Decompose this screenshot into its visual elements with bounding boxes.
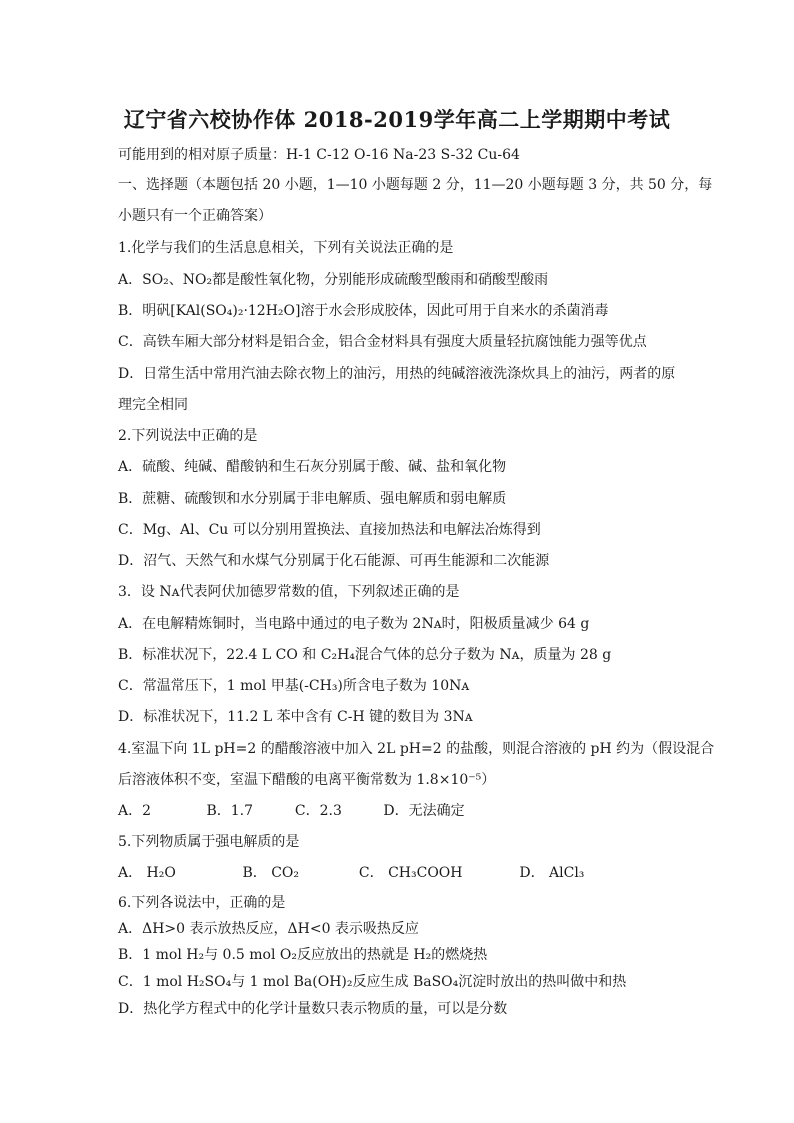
- question-2-option-d: D．沼气、天然气和水煤气分别属于化石能源、可再生能源和二次能源: [118, 553, 550, 569]
- question-1-option-b: B．明矾[KAl(SO₄)₂·12H₂O]溶于水会形成胶体，因此可用于自来水的杀菌消毒: [118, 303, 609, 319]
- question-4-option-a: A．2: [118, 803, 152, 819]
- question-2-option-c: C．Mg、Al、Cu 可以分别用置换法、直接加热法和电解法冶炼得到: [118, 522, 541, 538]
- question-4-stem-line-2: 后溶液体积不变，室温下醋酸的电离平衡常数为 1.8×10⁻⁵）: [118, 772, 496, 788]
- question-4-stem-line-1: 4.室温下向 1L pH=2 的醋酸溶液中加入 2L pH=2 的盐酸，则混合溶液的 pH 约为（假设混合: [118, 741, 715, 757]
- section-heading-line-1: 一、选择题（本题包括 20 小题，1—10 小题每题 2 分，11—20 小题每题 3 分，共 50 分，每: [118, 177, 713, 193]
- question-6-stem: 6.下列各说法中，正确的是: [118, 895, 286, 911]
- question-5-option-d: D． AlCl₃: [519, 865, 585, 881]
- question-4-option-b: B．1.7: [206, 803, 254, 819]
- question-5-stem: 5.下列物质属于强电解质的是: [118, 834, 300, 850]
- question-3-option-c: C．常温常压下，1 mol 甲基(-CH₃)所含电子数为 10Nᴀ: [118, 678, 470, 694]
- section-heading-line-2: 小题只有一个正确答案）: [118, 208, 272, 224]
- exam-title: 辽宁省六校协作体 2018-2019学年高二上学期期中考试: [123, 107, 671, 132]
- question-5-option-a: A． H₂O: [118, 865, 176, 881]
- question-6-option-d: D．热化学方程式中的化学计量数只表示物质的量，可以是分数: [118, 1001, 508, 1017]
- question-1-option-a: A．SO₂、NO₂都是酸性氧化物，分别能形成硫酸型酸雨和硝酸型酸雨: [118, 272, 549, 288]
- atomic-masses-line: 可能用到的相对原子质量：H-1 C-12 O-16 Na-23 S-32 Cu-64: [118, 147, 520, 163]
- question-5-option-c: C． CH₃COOH: [358, 865, 463, 881]
- question-3-option-a: A．在电解精炼铜时，当电路中通过的电子数为 2Nᴀ时，阳极质量减少 64 g: [118, 616, 590, 632]
- question-2-stem: 2.下列说法中正确的是: [118, 428, 258, 444]
- question-1-option-c: C．高铁车厢大部分材料是铝合金，铝合金材料具有强度大质量轻抗腐蚀能力强等优点: [118, 334, 647, 350]
- question-5-option-b: B． CO₂: [242, 865, 299, 881]
- question-3-option-b: B．标准状况下，22.4 L CO 和 C₂H₄混合气体的总分子数为 Nᴀ，质量为 28 g: [118, 647, 612, 663]
- question-1-stem: 1.化学与我们的生活息息相关，下列有关说法正确的是: [118, 240, 454, 256]
- question-6-option-a: A．ΔH>0 表示放热反应，ΔH<0 表示吸热反应: [118, 921, 419, 937]
- question-1-option-d: D．日常生活中常用汽油去除衣物上的油污，用热的纯碱溶液洗涤炊具上的油污，两者的原: [118, 366, 676, 382]
- question-1-option-d-cont: 理完全相同: [118, 397, 188, 413]
- question-6-option-c: C．1 mol H₂SO₄与 1 mol Ba(OH)₂反应生成 BaSO₄沉淀时放出的热叫做中和热: [118, 974, 627, 990]
- question-4-options: [118, 802, 678, 820]
- question-5-options: [118, 864, 678, 882]
- question-4-option-d: D．无法确定: [383, 803, 465, 819]
- question-3-stem: 3．设 Nᴀ代表阿伏加德罗常数的值，下列叙述正确的是: [118, 584, 460, 600]
- question-4-option-c: C．2.3: [294, 803, 342, 819]
- question-6-option-b: B．1 mol H₂与 0.5 mol O₂反应放出的热就是 H₂的燃烧热: [118, 947, 488, 963]
- question-2-option-b: B．蔗糖、硫酸钡和水分别属于非电解质、强电解质和弱电解质: [118, 491, 507, 507]
- question-3-option-d: D．标准状况下，11.2 L 苯中含有 C-H 键的数目为 3Nᴀ: [118, 709, 473, 725]
- question-2-option-a: A．硫酸、纯碱、醋酸钠和生石灰分别属于酸、碱、盐和氧化物: [118, 459, 507, 475]
